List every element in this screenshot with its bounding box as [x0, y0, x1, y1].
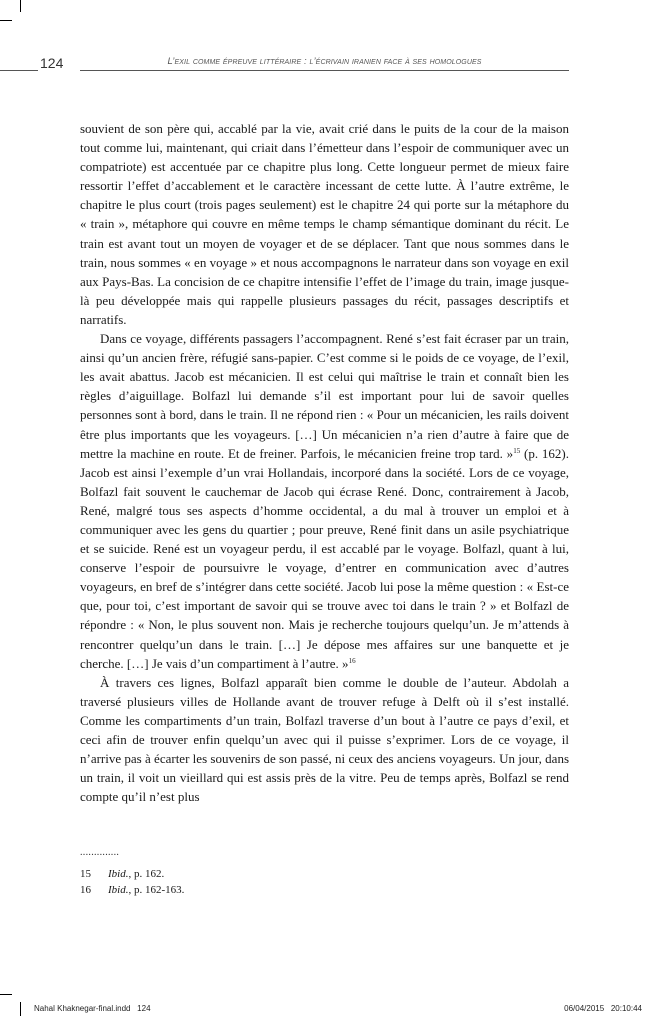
footnote-text: , p. 162-163. [128, 884, 185, 896]
slug-filename: Nahal Khaknegar-final.indd 124 [34, 1004, 151, 1013]
footnote-item [80, 866, 569, 882]
body-text [80, 119, 569, 806]
footnote-number: 16 [80, 884, 91, 896]
paragraph-2 [80, 329, 569, 673]
slug-datetime: 06/04/2015 20:10:44 [564, 1004, 642, 1013]
footnote-ibid: Ibid. [108, 868, 129, 880]
header-left-rule [0, 70, 38, 71]
footnote-ref-15[interactable]: 15 [513, 446, 521, 455]
page-number: 124 [40, 55, 64, 71]
paragraph-2-part-b: (p. 162). Jacob est ainsi l’exemple d’un vrai Hollandais, incorporé dans la société. Lors de ce voyage, Bolfazl fait souvent le cauchemar de Jacob qui écrase René. Donc, contrairement à Jacob, René, malgré tous ses aspects d’homme occidental, a du mal à trouver un emploi et à communiquer avec les gens du quartier ; pour preuve, René finit dans un asile psychiatrique et se suicide. René est un voyageur perdu, il est accablé par le voyage. Bolfazl, quant à lui, conserve l’espoir de poursuivre le voyage, d’entrer en communication avec d’autres voyageurs, en bref de s’intégrer dans cette société. Jacob lui pose la même question : « Est-ce que, pour toi, c’est important de savoir qui se trouve avec toi dans le train ? » et Bolfazl de répondre : « Non, le plus souvent non. Mais je recherche toujours quelqu’un. Je m’attends à rencontrer quelqu’un dans le train. […] Je dépose mes affaires sur une banquette et je cherche. […] Je vais d’un compartiment à l’autre. » [80, 445, 569, 671]
crop-mark-bottom-left-vertical [20, 1002, 21, 1016]
crop-mark-top-left-vertical [20, 0, 21, 12]
paragraph-2-part-a: Dans ce voyage, différents passagers l’accompagnent. René s’est fait écraser par un train, ainsi qu’un ancien frère, réfugié sans-papier. C’est comme si le poids de ce voyage, de l’exil, les avait abattus. Jacob est mécanicien. Il est celui qui maîtrise le train et connaît bien les règles d’aiguillage. Bolfazl lui demande s’il est important pour lui de savoir quelles personnes sont à bord, dans le train. Il ne répond rien : « Pour un mécanicien, les rails doivent être plus importants que les voyageurs. […] Un mécanicien n’a rien d’autre à faire que de mettre la machine en route. Et de freiner. Parfois, le mécanicien freine trop tard. » [80, 331, 569, 461]
footnotes [80, 866, 569, 898]
footnote-separator: .............. [80, 847, 120, 858]
crop-mark-top-left-horizontal [0, 20, 12, 21]
footnote-text: , p. 162. [128, 868, 165, 880]
running-title: L’exil comme épreuve littéraire : l’écrivain iranien face à ses homologues [167, 56, 482, 67]
footnote-number: 15 [80, 868, 91, 880]
footnote-item [80, 882, 569, 898]
paragraph-3: À travers ces lignes, Bolfazl apparaît bien comme le double de l’auteur. Abdolah a traversé plusieurs villes de Hollande avant de trouver refuge à Delft où il s’est installé. Comme les compartiments d’un train, Bolfazl traverse d’un bout à l’autre ce pays d’exil, et ceci afin de trouver enfin quelqu’un avec qui il puisse s’exprimer. Lors de ce voyage, il n’arrive pas à écarter les souvenirs de son passé, ni ceux des anciens voyageurs. Un jour, dans un train, il voit un vieillard qui est assis près de la vitre. Peu de temps après, Bolfazl se rend compte qu’il n’est plus [80, 674, 569, 805]
crop-mark-bottom-left-horizontal [0, 994, 12, 995]
footnote-ibid: Ibid. [108, 884, 129, 896]
footnote-ref-16[interactable]: 16 [348, 656, 356, 665]
header-rule [80, 70, 569, 71]
paragraph-1: souvient de son père qui, accablé par la vie, avait crié dans le puits de la cour de la maison tout comme lui, maintenant, qui criait dans l’émetteur dans l’espoir de communiquer avec un compatriote) est accentuée par ce chapitre plus long. Cette longueur permet de mieux faire ressortir l’effet d’accablement et le caractère incessant de cette lutte. À l’autre extrême, le chapitre le plus court (trois pages seulement) est le chapitre 24 qui porte sur la métaphore du « train », métaphore qui couvre en même temps le champ sémantique dominant du récit. Le train est avant tout un moyen de voyager et de se déplacer. Tant que nous sommes dans le train, nous sommes « en voyage » et nous accompagnons le narrateur dans son voyage en exil aux Pays-Bas. La concision de ce chapitre intensifie l’effet de l’image du train, image jusque-là peu développée mais qui rappelle plusieurs passages du récit, passages descriptifs et narratifs. [80, 121, 569, 327]
